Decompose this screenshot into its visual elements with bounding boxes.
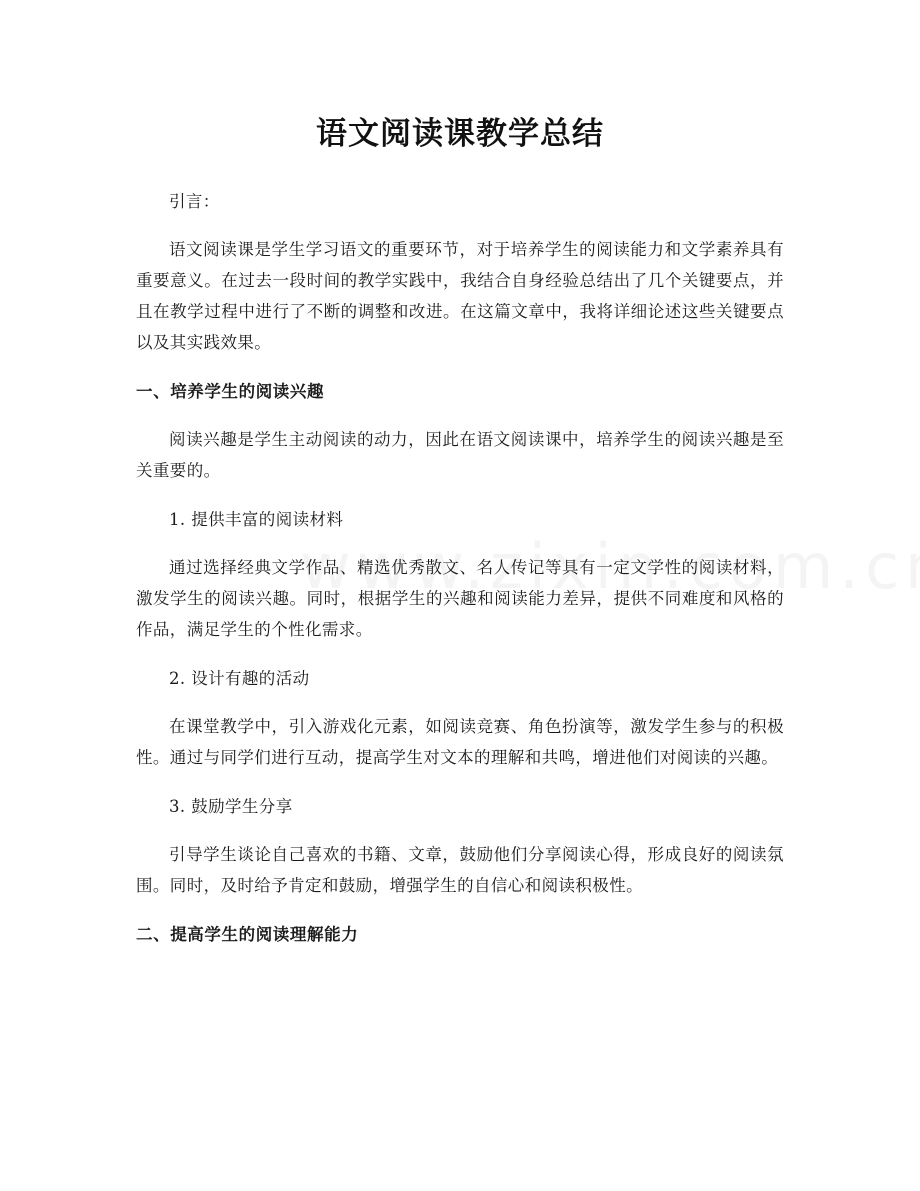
section-1-paragraph: 阅读兴趣是学生主动阅读的动力，因此在语文阅读课中，培养学生的阅读兴趣是至关重要的。 (136, 430, 784, 480)
item-1-paragraph: 通过选择经典文学作品、精选优秀散文、名人传记等具有一定文学性的阅读材料，激发学生的阅读兴趣。同时，根据学生的兴趣和阅读能力差异，提供不同难度和风格的作品，满足学生的个性化需求。 (136, 558, 784, 639)
intro-paragraph: 语文阅读课是学生学习语文的重要环节，对于培养学生的阅读能力和文学素养具有重要意义。在过去一段时间的教学实践中，我结合自身经验总结出了几个关键要点，并且在教学过程中进行了不断的调整和改进。在这篇文章中，我将详细论述这些关键要点以及其实践效果。 (136, 240, 784, 352)
intro-label: 引言： (169, 192, 220, 211)
item-3-heading: 3. 鼓励学生分享 (169, 797, 293, 816)
document-title: 语文阅读课教学总结 (316, 116, 604, 152)
section-1-heading: 一、培养学生的阅读兴趣 (136, 382, 325, 401)
item-2-paragraph: 在课堂教学中，引入游戏化元素，如阅读竞赛、角色扮演等，激发学生参与的积极性。通过与同学们进行互动，提高学生对文本的理解和共鸣，增进他们对阅读的兴趣。 (136, 717, 784, 767)
section-2-heading: 二、提高学生的阅读理解能力 (136, 925, 359, 944)
item-1-heading: 1. 提供丰富的阅读材料 (169, 510, 344, 529)
item-2-heading: 2. 设计有趣的活动 (169, 669, 310, 688)
document-body (136, 186, 784, 967)
item-3-paragraph: 引导学生谈论自己喜欢的书籍、文章，鼓励他们分享阅读心得，形成良好的阅读氛围。同时，及时给予肯定和鼓励，增强学生的自信心和阅读积极性。 (136, 845, 784, 895)
